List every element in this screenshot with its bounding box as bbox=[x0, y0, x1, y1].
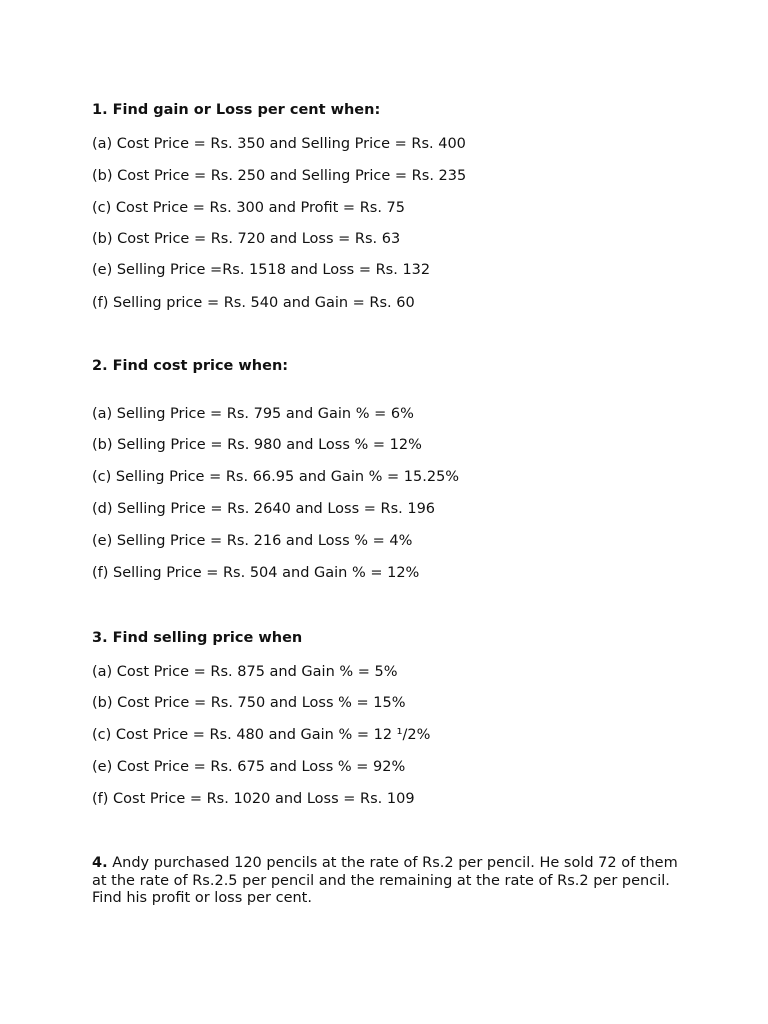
section-2-item-d: (d) Selling Price = Rs. 2640 and Loss = Rs. 196 bbox=[92, 501, 436, 517]
section-3-item-e: (e) Cost Price = Rs. 675 and Loss % = 92% bbox=[92, 759, 406, 775]
section-1-item-b: (b) Cost Price = Rs. 250 and Selling Price = Rs. 235 bbox=[92, 168, 467, 184]
question-4-paragraph bbox=[92, 855, 692, 908]
section-2-item-b: (b) Selling Price = Rs. 980 and Loss % = 12% bbox=[92, 437, 422, 453]
section-3-heading: 3. Find selling price when bbox=[92, 630, 303, 646]
section-2-item-f: (f) Selling Price = Rs. 504 and Gain % = 12% bbox=[92, 565, 420, 581]
section-2-item-c: (c) Selling Price = Rs. 66.95 and Gain % = 15.25% bbox=[92, 469, 460, 485]
question-4-text: Andy purchased 120 pencils at the rate of Rs.2 per pencil. He sold 72 of them at the rate of Rs.2.5 per pencil and the remaining at the rate of Rs.2 per pencil. Find his profit or loss per cent. bbox=[92, 855, 678, 906]
section-1-item-f: (f) Selling price = Rs. 540 and Gain = Rs. 60 bbox=[92, 295, 415, 311]
section-3-item-b: (b) Cost Price = Rs. 750 and Loss % = 15% bbox=[92, 695, 406, 711]
section-3-item-c: (c) Cost Price = Rs. 480 and Gain % = 12 ¹/2% bbox=[92, 727, 431, 743]
question-4-number: 4. bbox=[92, 855, 108, 871]
section-2-item-a: (a) Selling Price = Rs. 795 and Gain % = 6% bbox=[92, 406, 414, 422]
section-1-heading: 1. Find gain or Loss per cent when: bbox=[92, 102, 381, 118]
section-1-item-d: (b) Cost Price = Rs. 720 and Loss = Rs. 63 bbox=[92, 231, 401, 247]
section-1-item-c: (c) Cost Price = Rs. 300 and Profit = Rs. 75 bbox=[92, 200, 405, 216]
section-2-item-e: (e) Selling Price = Rs. 216 and Loss % = 4% bbox=[92, 533, 413, 549]
section-1-item-a: (a) Cost Price = Rs. 350 and Selling Price = Rs. 400 bbox=[92, 136, 466, 152]
section-2-heading: 2. Find cost price when: bbox=[92, 358, 289, 374]
section-1-item-e: (e) Selling Price =Rs. 1518 and Loss = Rs. 132 bbox=[92, 262, 431, 278]
section-3-item-f: (f) Cost Price = Rs. 1020 and Loss = Rs. 109 bbox=[92, 791, 415, 807]
section-3-item-a: (a) Cost Price = Rs. 875 and Gain % = 5% bbox=[92, 664, 398, 680]
